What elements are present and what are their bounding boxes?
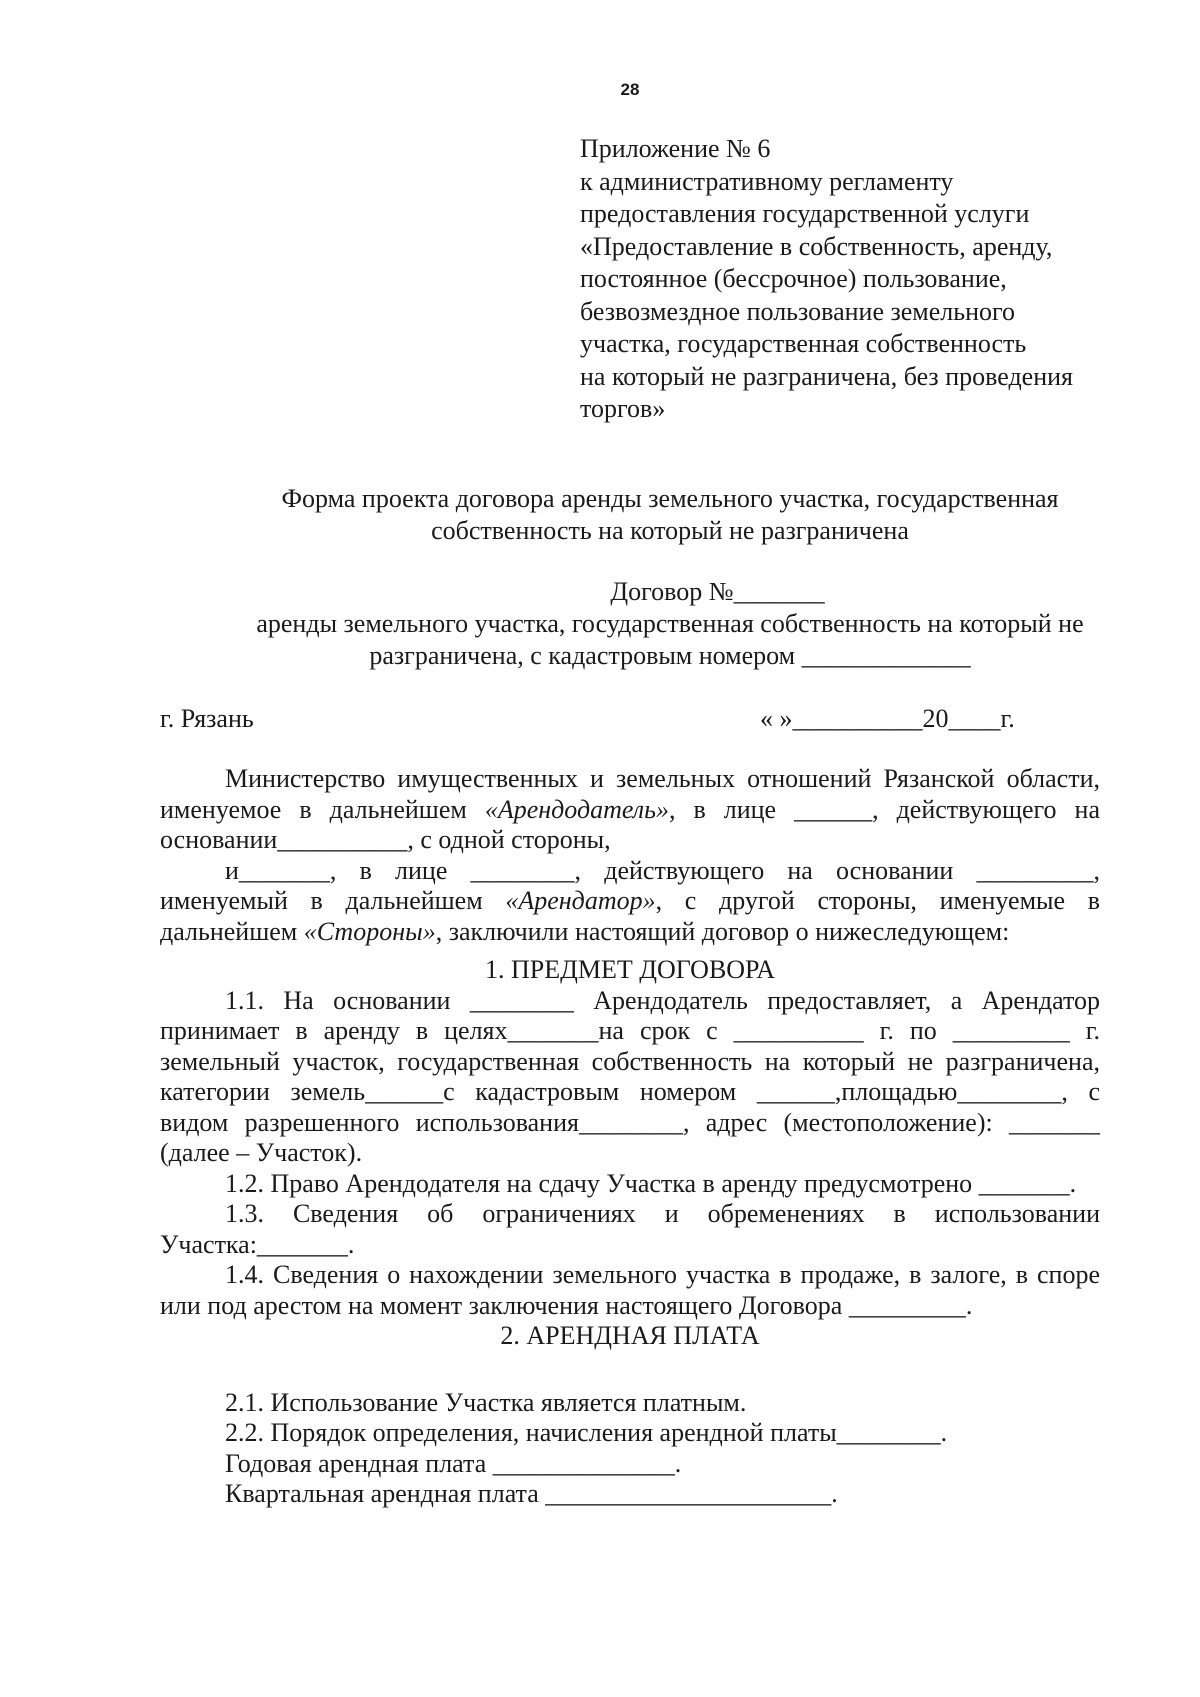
contract-date: « »__________20____г. — [760, 704, 1015, 733]
contract-subtitle-line-1: аренды земельного участка, государственная собственность на который не — [256, 609, 1084, 638]
role-lessor: «Арендодатель» — [484, 794, 669, 824]
text-fragment: , в лице ______, действующего на основании__________, с одной стороны, — [160, 794, 1100, 854]
form-title — [150, 483, 1190, 547]
appendix-line: на который не разграничена, без проведения — [580, 361, 1073, 391]
appendix-line: постоянное (бессрочное) пользование, — [580, 264, 1007, 293]
annual-rent-line: Годовая арендная плата ______________. — [225, 1448, 682, 1478]
preamble-paragraph-1 — [160, 764, 1100, 856]
text-fragment: и_______, в лице ________, действующего на основании _________, именуемый в дальнейшем — [160, 855, 1100, 915]
contract-subtitle-line-2: разграничена, с кадастровым номером _____________ — [369, 641, 971, 670]
appendix-header — [580, 133, 1120, 426]
appendix-line: участка, государственная собственность — [580, 329, 1027, 358]
page-number: 28 — [620, 80, 640, 99]
place-date-line — [160, 703, 1080, 735]
clause-2-2: 2.2. Порядок определения, начисления арендной платы________. — [225, 1418, 948, 1447]
text-fragment: Министерство имущественных и земельных отношений Рязанской области, именуемое в дальнейшем — [160, 764, 1100, 824]
section-2-heading: 2. АРЕНДНАЯ ПЛАТА — [500, 1321, 760, 1350]
section-1-heading: 1. ПРЕДМЕТ ДОГОВОРА — [485, 955, 775, 984]
preamble-paragraph-2 — [160, 856, 1100, 948]
text-fragment: , заключили настоящий договор о нижеследующем: — [435, 916, 1010, 946]
clause-1-3: 1.3. Сведения об ограничениях и обременениях в использовании Участка:_______. — [160, 1199, 1100, 1259]
text-fragment: , с другой стороны, именуемые в дальнейшем — [160, 886, 1101, 946]
contract-body — [160, 764, 1100, 1510]
appendix-line: безвозмездное пользование земельного — [580, 296, 1016, 326]
appendix-line: к административному регламенту — [580, 166, 954, 196]
quarterly-rent-line: Квартальная арендная плата ______________________. — [225, 1479, 838, 1508]
contract-title — [150, 576, 1190, 672]
appendix-line: Приложение № 6 — [580, 134, 771, 163]
appendix-line: «Предоставление в собственность, аренду, — [580, 231, 1053, 261]
clause-1-4: 1.4. Сведения о нахождении земельного участка в продаже, в залоге, в споре или под арестом на момент заключения настоящего Договора _________. — [160, 1260, 1100, 1320]
clause-1-2: 1.2. Право Арендодателя на сдачу Участка в аренду предусмотрено _______. — [225, 1168, 1077, 1198]
appendix-line: предоставления государственной услуги — [580, 199, 1030, 228]
role-parties: «Стороны» — [303, 916, 436, 946]
city: г. Рязань — [160, 704, 254, 733]
appendix-line: торгов» — [580, 394, 666, 423]
clause-2-1: 2.1. Использование Участка является платным. — [225, 1387, 747, 1417]
contract-number: Договор №_______ — [610, 577, 825, 606]
role-lessee: «Арендатор» — [505, 886, 656, 915]
form-title-line-1: Форма проекта договора аренды земельного участка, государственная — [281, 484, 1059, 513]
clause-1-1: 1.1. На основании ________ Арендодатель предоставляет, а Арендатор принимает в аренду в целях_______на срок с __________ г. по _________ г. земельный участок, государственная собственность на который не разграничена, категории земель______с кадастровым номером ______,площадью________, с видом разрешенного использования________, адрес (местоположение): _______ (далее – Участок). — [160, 985, 1100, 1167]
form-title-line-2: собственность на который не разграничена — [431, 516, 909, 545]
